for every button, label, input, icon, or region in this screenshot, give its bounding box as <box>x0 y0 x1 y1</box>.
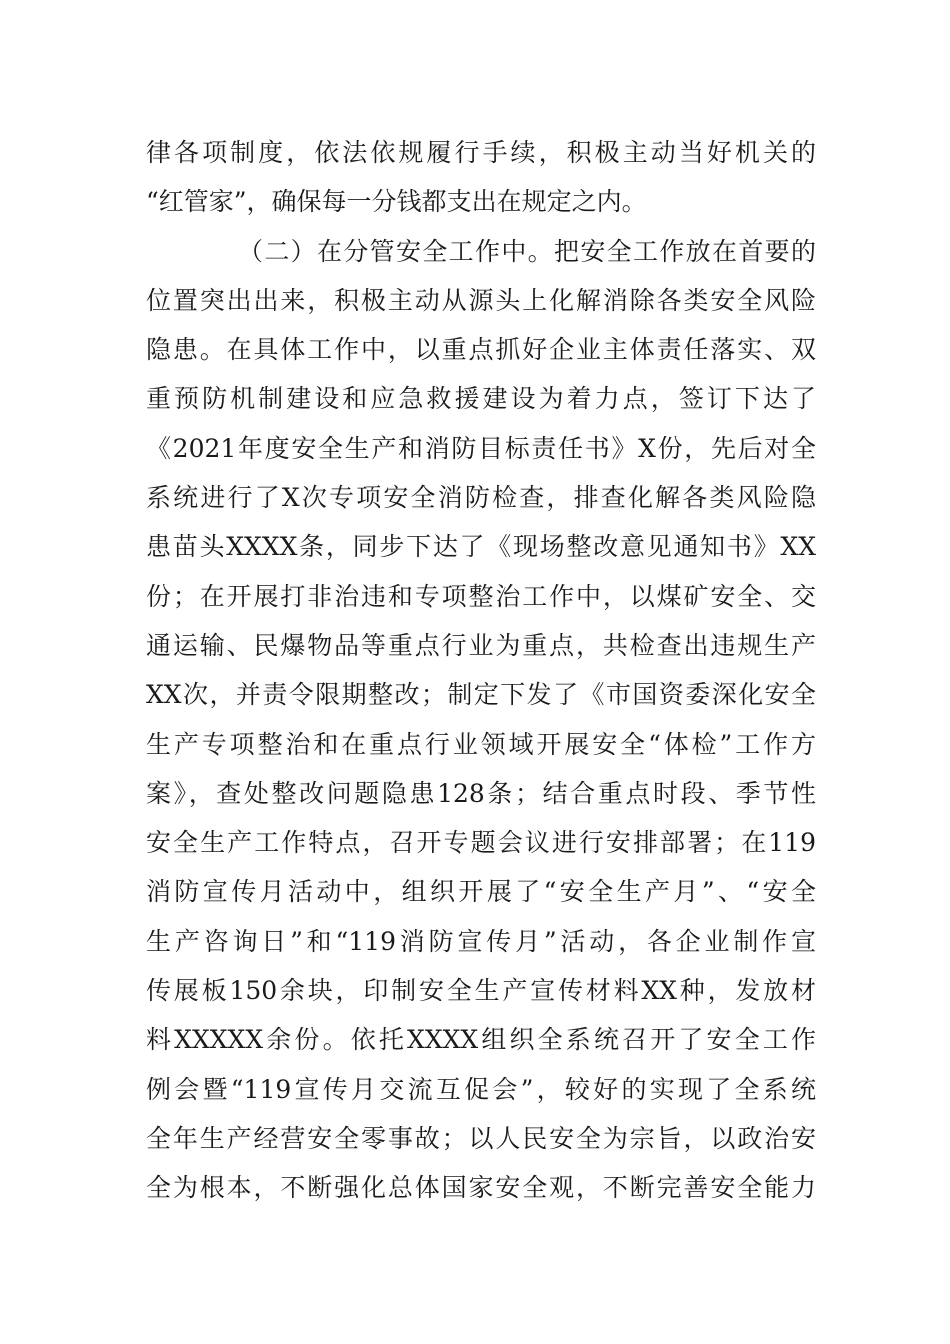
text-line: 通运输、民爆物品等重点行业为重点，共检查出违规生产 <box>146 630 816 660</box>
text-line: 重预防机制建设和应急救援建设为着力点，签订下达了 <box>146 384 816 414</box>
text-line: 份；在开展打非治违和专项整治工作中，以煤矿安全、交 <box>146 581 816 611</box>
text-line: 律各项制度，依法依规履行手续，积极主动当好机关的 <box>146 138 816 167</box>
text-line: 隐患。在具体工作中，以重点抓好企业主体责任落实、双 <box>146 335 816 365</box>
text-line: 全年生产经营安全零事故；以人民安全为宗旨，以政治安 <box>146 1123 816 1153</box>
text-line: XX次，并责令限期整改；制定下发了《市国资委深化安全 <box>146 680 816 710</box>
text-line: 消防宣传月活动中，组织开展了“安全生产月”、“安全 <box>146 877 816 907</box>
text-line: 料XXXXX余份。依托XXXX组织全系统召开了安全工作 <box>146 1025 816 1055</box>
text-line: 位置突出出来，积极主动从源头上化解消除各类安全风险 <box>146 285 816 315</box>
text-line: 全为根本，不断强化总体国家安全观，不断完善安全能力 <box>146 1173 816 1203</box>
text-line: 系统进行了X次专项安全消防检查，排查化解各类风险隐 <box>146 483 816 513</box>
text-line: “红管家”，确保每一分钱都支出在规定之内。 <box>146 187 647 217</box>
text-line: 患苗头XXXX条，同步下达了《现场整改意见通知书》XX <box>146 532 816 562</box>
text-line: 生产咨询日”和“119消防宣传月”活动，各企业制作宣 <box>146 926 816 956</box>
text-line: 安全生产工作特点，召开专题会议进行安排部署；在119 <box>146 828 816 858</box>
text-line: 传展板150余块，印制安全生产宣传材料XX种，发放材 <box>146 976 816 1006</box>
body-text <box>146 128 816 1213</box>
section-heading-line: （二）在分管安全工作中。把安全工作放在首要的 <box>238 236 816 266</box>
text-line: 例会暨“119宣传月交流互促会”，较好的实现了全系统 <box>146 1074 816 1104</box>
text-line: 生产专项整治和在重点行业领域开展安全“体检”工作方 <box>146 729 816 759</box>
text-line: 案》，查处整改问题隐患128条；结合重点时段、季节性 <box>146 778 816 808</box>
text-line: 《2021年度安全生产和消防目标责任书》X份，先后对全 <box>146 433 816 463</box>
